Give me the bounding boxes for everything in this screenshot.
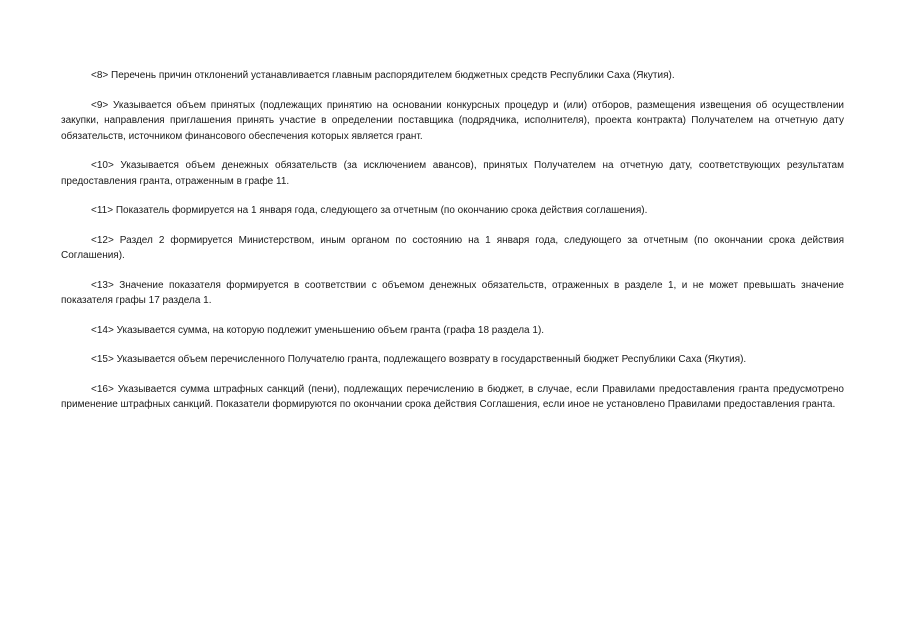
footnote-11: <11> Показатель формируется на 1 января года, следующего за отчетным (по окончанию срока действия соглашения).: [91, 205, 648, 216]
footnote-14: <14> Указывается сумма, на которую подлежит уменьшению объем гранта (графа 18 раздела 1).: [91, 324, 545, 336]
footnote-15: <15> Указывается объем перечисленного Получателю гранта, подлежащего возврату в государственный бюджет Республики Саха (Якутия).: [91, 354, 747, 365]
footnote-9: <9> Указывается объем принятых (подлежащих принятию на основании конкурсных процедур и (или) отборов, размещения извещения об осуществлении закупки, направления приглашения принять участие в определении поставщика (подрядчика, исполнителя), проекта контракта) Получателем на отчетную дату обязательств, источником финансового обеспечения которых является грант.: [61, 99, 844, 142]
footnote-16: <16> Указывается сумма штрафных санкций (пени), подлежащих перечислению в бюджет, в случае, если Правилами предоставления гранта предусмотрено применение штрафных санкций. Показатели формируются по окончании срока действия Соглашения, если иное не установлено Правилами предоставления гранта.: [61, 383, 844, 410]
footnote-8: <8> Перечень причин отклонений устанавливается главным распорядителем бюджетных средств Республики Саха (Якутия).: [91, 70, 675, 81]
footnote-12: <12> Раздел 2 формируется Министерством, иным органом по состоянию на 1 января года, следующего за отчетным (по окончании срока действия Соглашения).: [61, 234, 844, 261]
footnote-10: <10> Указывается объем денежных обязательств (за исключением авансов), принятых Получателем на отчетную дату, соответствующих результатам предоставления гранта, отраженным в графе 11.: [61, 160, 844, 187]
footnote-13: <13> Значение показателя формируется в соответствии с объемом денежных обязательств, отраженных в разделе 1, и не может превышать значение показателя графы 17 раздела 1.: [61, 279, 844, 306]
